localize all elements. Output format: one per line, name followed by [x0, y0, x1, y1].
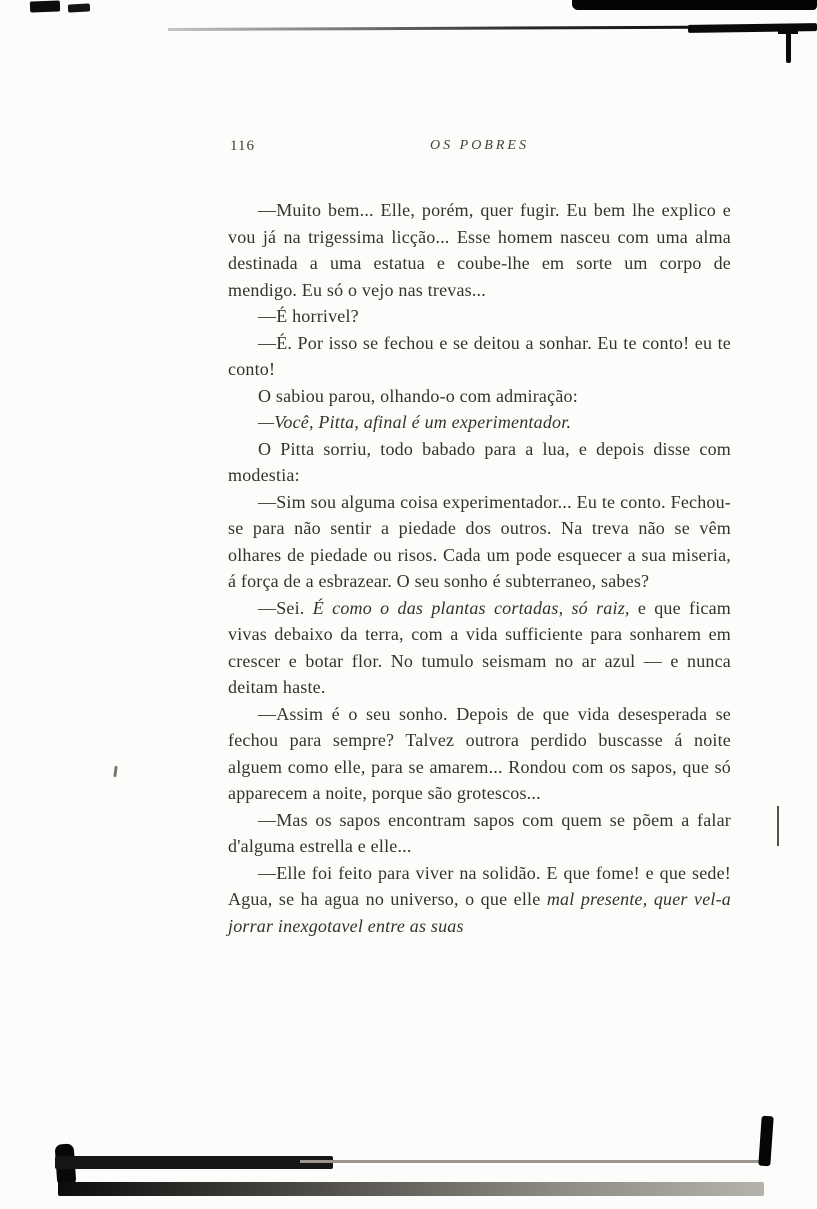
scan-artifact-left-margin-tick: [113, 766, 118, 777]
scan-artifact-bottom-left-blob: [55, 1143, 77, 1186]
paragraph-text: O Pitta sorriu, todo babado para a lua, e depois disse com modestia:: [228, 438, 731, 485]
scan-artifact-bottom-band-gradient: [58, 1182, 764, 1196]
paragraph-text: —Assim é o seu sonho. Depois de que vida desesperada se fechou para sempre? Talvez outrora perdido buscasse á noite alguem como elle, para se amarem... Rondou com os sapos, que só apparecem a noite, porque são grotescos...: [228, 703, 731, 803]
scan-artifact-top-left-2: [68, 3, 90, 12]
paragraph-text: —Mas os sapos encontram sapos com quem se põem a falar d'alguma estrella e elle...: [228, 809, 731, 856]
scan-artifact-right-margin-line: [777, 806, 779, 846]
paragraph: [228, 595, 731, 701]
paragraph-text: —É. Por isso se fechou e se deitou a sonhar. Eu te conto! eu te conto!: [228, 332, 731, 379]
paragraph-text: —Elle foi feito para viver na solidão. E que fome! e que sede! Agua, se ha agua no universo, o que elle: [228, 862, 731, 909]
paragraph: [228, 807, 731, 860]
paragraph-text: —Sim sou alguma coisa experimentador... Eu te conto. Fechou-se para não sentir a piedade dos outros. Na treva não se vêm olhares de piedade ou risos. Cada um pode esquecer a sua miseria, á força de a esbrazear. O seu sonho é subterraneo, sabes?: [228, 491, 731, 591]
paragraph: [228, 860, 731, 940]
paragraph: [228, 330, 731, 383]
paragraph: [228, 489, 731, 595]
paragraph: [228, 197, 731, 303]
scan-artifact-hook-cap: [778, 30, 798, 34]
paragraph: [228, 303, 731, 330]
paragraph-text: —Sei.: [258, 597, 313, 618]
paragraph-text: —Muito bem... Elle, porém, quer fugir. Eu bem lhe explico e vou já na trigessima licção... Esse homem nasceu com uma alma destinada a uma estatua e coube-lhe em sorte um corpo de mendigo. Eu só o vejo nas trevas...: [228, 200, 731, 300]
scan-artifact-horizontal-streak: [168, 25, 817, 31]
page-number: 116: [230, 138, 255, 154]
paragraph-text-emphasis: mal presente, quer vel-a jorrar inexgotavel entre as suas: [228, 889, 731, 936]
scan-artifact-streak-thick-end: [688, 23, 817, 33]
paragraph-text-emphasis: É como o das plantas cortadas, só raiz,: [312, 597, 630, 618]
paragraph-text: O sabiou parou, olhando-o com admiração:: [258, 385, 578, 406]
paragraph-text-emphasis: —Você, Pitta, afinal é um experimentador.: [258, 412, 572, 432]
paragraph-text: —É horrivel?: [258, 306, 359, 326]
paragraph: [228, 436, 731, 489]
paragraph: [228, 701, 731, 807]
scan-artifact-top-left-1: [30, 0, 60, 12]
paragraph: [228, 383, 731, 410]
page-text-block: [228, 197, 731, 939]
scan-artifact-hook-stem: [786, 30, 791, 63]
scan-artifact-bottom-right-mark: [758, 1116, 773, 1167]
running-header: [228, 138, 731, 160]
paragraph: [228, 409, 731, 436]
scan-artifact-bottom-thin-line: [300, 1160, 765, 1163]
running-title: OS POBRES: [430, 138, 529, 153]
scan-artifact-top-right-bar: [572, 0, 817, 10]
scan-artifact-bottom-band-dark: [55, 1156, 333, 1169]
paragraph-text: e que ficam vivas debaixo da terra, com a vida sufficiente para sonharem em crescer e botar flor. No tumulo seismam no ar azul — e nunca deitam haste.: [228, 597, 731, 697]
